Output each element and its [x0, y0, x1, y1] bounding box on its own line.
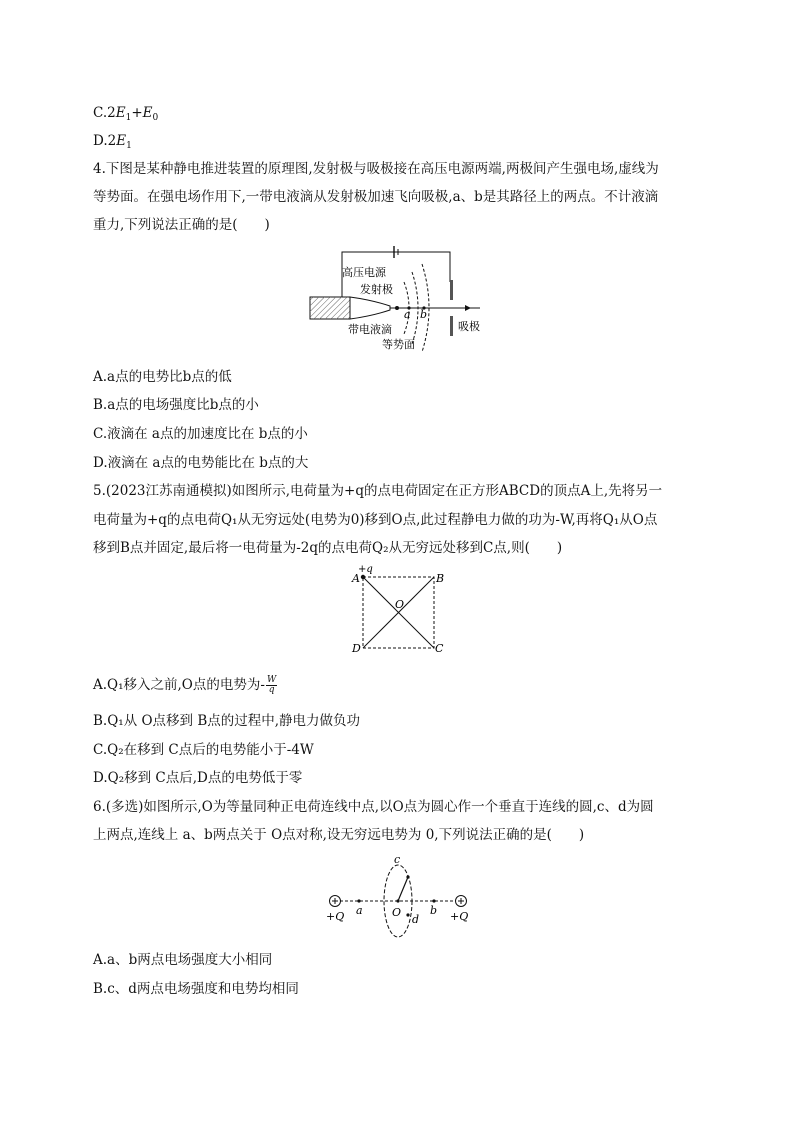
q4-stem-line-2: 等势面。在强电场作用下,一带电液滴从发射极加速飞向吸极,a、b是其路径上的两点。不计液滴 [93, 189, 659, 205]
q6-option-a: A.a、b两点电场强度大小相同 [93, 952, 273, 968]
q5-option-c: C.Q₂在移到 C点后的电势能小于-4W [93, 742, 314, 758]
q4-option-d: D.液滴在 a点的电势能比在 b点的大 [93, 455, 309, 471]
q4-stem-line-3: 重力,下列说法正确的是( ) [93, 217, 270, 233]
q6-option-b: B.c、d两点电场强度和电势均相同 [93, 981, 299, 997]
q5-label-o: O [395, 598, 405, 611]
q4-collector-plate-bottom [450, 316, 453, 336]
q5-label-a: A [352, 572, 360, 585]
q4-label-a: a [404, 308, 411, 321]
q4-stem-line-1: 4.下图是某种静电推进装置的原理图,发射极与吸极接在高压电源两端,两极间产生强电场,虚线为 [93, 161, 659, 177]
q5-label-b: B [436, 572, 445, 585]
q5-label-c: C [435, 642, 444, 655]
q6-stem-line-2: 上两点,连线上 a、b两点关于 O点对称,设无穷远电势为 0,下列说法正确的是( ) [93, 827, 585, 843]
q5-figure-square-abcd [344, 562, 454, 658]
q4-droplet [395, 306, 399, 310]
q6-point-d [406, 913, 409, 916]
q3-option-d: $D.2E_1$ [93, 133, 132, 151]
q3-option-c: $C.2E_1+E_0$ [93, 105, 159, 123]
q5-label-charge: +q [358, 564, 373, 575]
q5-option-b: B.Q₁从 O点移到 B点的过程中,静电力做负功 [93, 713, 361, 729]
q4-label-power: 高压电源 [342, 266, 386, 279]
q5-option-a: A.Q₁移入之前,O点的电势为- $\frac{W}{q}$ [93, 675, 277, 695]
q5-option-d: D.Q₂移到 C点后,D点的电势低于零 [93, 770, 303, 786]
q6-label-o: O [392, 906, 402, 919]
q6-label-d: d [412, 913, 420, 926]
q6-stem-line-1: 6.(多选)如图所示,O为等量同种正电荷连线中点,以O点为圆心作一个垂直于连线的圆,c、d为圆 [93, 799, 654, 815]
q4-collector-plate-top [450, 280, 453, 300]
q4-option-a: A.a点的电势比b点的低 [93, 369, 232, 385]
q5-stem-line-2: 电荷量为+q的点电荷Q₁从无穷远处(电势为0)移到O点,此过程静电力做的功为-W,再将Q₁从O点 [93, 512, 658, 528]
q6-radius-arrow [398, 877, 408, 901]
q6-label-a: a [356, 904, 363, 917]
q4-figure-electrostatic-thruster [300, 242, 500, 354]
q5-stem-line-3: 移到B点并固定,最后将一电荷量为-2q的点电荷Q₂从无穷远处移到C点,则( ) [93, 540, 563, 556]
q6-point-a [357, 899, 360, 902]
q6-figure-two-charges-circle [322, 852, 474, 942]
q4-label-droplet: 带电液滴 [348, 323, 392, 336]
q5-charge-at-a [361, 575, 365, 579]
q6-label-left-charge: +Q [326, 910, 345, 923]
q4-emitter-tip [350, 297, 390, 319]
q5-stem-line-1: 5.(2023江苏南通模拟)如图所示,电荷量为+q的点电荷固定在正方形ABCD的顶点A上,先将另一 [93, 483, 663, 499]
q6-point-b [432, 899, 435, 902]
q5-label-d: D [352, 642, 361, 655]
q4-label-b: b [420, 308, 428, 321]
q4-option-b: B.a点的电场强度比b点的小 [93, 397, 259, 413]
q4-label-collector: 吸极 [458, 320, 480, 333]
q6-label-right-charge: +Q [450, 910, 469, 923]
q4-label-equipotential: 等势面 [382, 338, 415, 351]
q5-option-a-fraction: $\frac{W}{q}$ [266, 675, 277, 695]
q6-label-b: b [430, 904, 438, 917]
q4-label-emitter: 发射极 [360, 283, 393, 296]
q6-label-c: c [394, 853, 401, 866]
q6-point-o [396, 899, 399, 902]
q4-option-c: C.液滴在 a点的加速度比在 b点的小 [93, 426, 308, 442]
